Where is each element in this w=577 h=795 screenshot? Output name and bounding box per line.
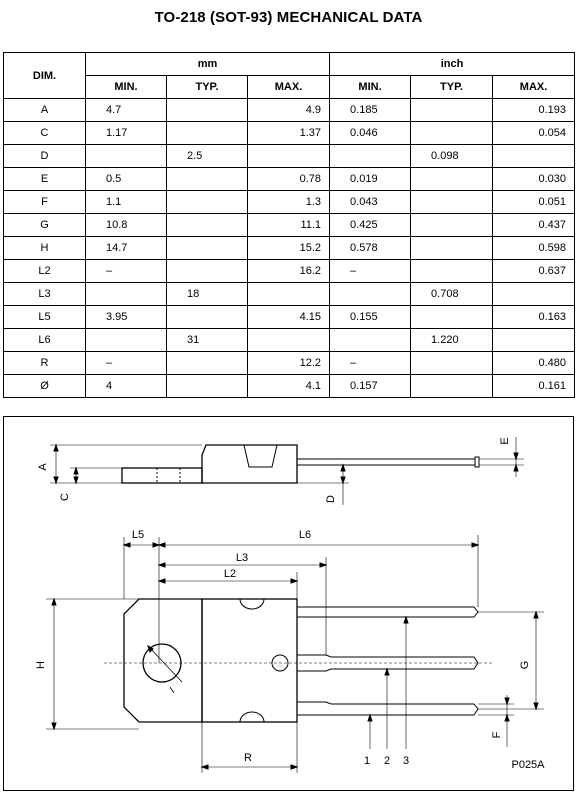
value-cell: 1.1: [86, 191, 167, 214]
value-cell: 0.054: [493, 122, 575, 145]
group-header-inch: inch: [330, 53, 575, 76]
value-cell: 0.046: [330, 122, 411, 145]
value-cell: [411, 122, 493, 145]
label-A: A: [37, 463, 49, 471]
value-cell: 2.5: [167, 145, 248, 168]
value-cell: [330, 283, 411, 306]
value-cell: [493, 283, 575, 306]
value-cell: 14.7: [86, 237, 167, 260]
drawing-svg: [4, 417, 573, 790]
drawing-labels: [35, 437, 545, 771]
dim-cell: Ø: [4, 375, 86, 398]
value-cell: [411, 260, 493, 283]
dim-header: DIM.: [4, 53, 86, 99]
mechanical-data-table: [3, 52, 575, 398]
label-H: H: [35, 661, 47, 669]
label-R: R: [244, 752, 252, 764]
label-L5: L5: [131, 529, 145, 541]
table-row: [4, 168, 575, 191]
value-cell: 0.578: [330, 237, 411, 260]
value-cell: [248, 283, 330, 306]
value-cell: 10.8: [86, 214, 167, 237]
dim-cell: F: [4, 191, 86, 214]
value-cell: 0.185: [330, 99, 411, 122]
value-cell: [411, 352, 493, 375]
value-cell: 0.708: [411, 283, 493, 306]
value-cell: 15.2: [248, 237, 330, 260]
label-L3: L3: [235, 552, 249, 564]
subheader-mm-min: MIN.: [86, 76, 167, 99]
value-cell: 0.437: [493, 214, 575, 237]
dim-cell: E: [4, 168, 86, 191]
label-pin-3: 3: [402, 755, 410, 767]
mechanical-drawing: [3, 416, 574, 791]
label-pin-2: 2: [383, 755, 391, 767]
value-cell: [167, 99, 248, 122]
value-cell: [330, 329, 411, 352]
value-cell: 0.155: [330, 306, 411, 329]
value-cell: 0.78: [248, 168, 330, 191]
dim-cell: D: [4, 145, 86, 168]
value-cell: 0.480: [493, 352, 575, 375]
label-L2: L2: [223, 568, 237, 580]
value-cell: 0.163: [493, 306, 575, 329]
group-header-mm: mm: [86, 53, 330, 76]
value-cell: [167, 122, 248, 145]
value-cell: [411, 237, 493, 260]
value-cell: 4: [86, 375, 167, 398]
table-row: [4, 306, 575, 329]
value-cell: –: [330, 352, 411, 375]
value-cell: [330, 145, 411, 168]
value-cell: [167, 191, 248, 214]
subheader-inch-min: MIN.: [330, 76, 411, 99]
dim-cell: L2: [4, 260, 86, 283]
value-cell: [493, 329, 575, 352]
label-pin-1: 1: [363, 755, 371, 767]
value-cell: 4.7: [86, 99, 167, 122]
table-row: [4, 237, 575, 260]
table-row: [4, 214, 575, 237]
value-cell: 0.425: [330, 214, 411, 237]
value-cell: [167, 375, 248, 398]
value-cell: 18: [167, 283, 248, 306]
value-cell: 4.9: [248, 99, 330, 122]
table-row: [4, 283, 575, 306]
label-D: D: [325, 495, 337, 503]
dim-cell: L6: [4, 329, 86, 352]
value-cell: [86, 283, 167, 306]
value-cell: 0.030: [493, 168, 575, 191]
dim-cell: C: [4, 122, 86, 145]
subheader-inch-max: MAX.: [493, 76, 575, 99]
dim-cell: H: [4, 237, 86, 260]
value-cell: [248, 329, 330, 352]
label-G: G: [519, 660, 531, 670]
value-cell: 1.220: [411, 329, 493, 352]
subheader-inch-typ: TYP.: [411, 76, 493, 99]
dim-cell: L5: [4, 306, 86, 329]
value-cell: 0.043: [330, 191, 411, 214]
drawing-code: P025A: [511, 759, 545, 771]
subheader-row: [4, 76, 575, 99]
value-cell: 1.37: [248, 122, 330, 145]
value-cell: –: [86, 260, 167, 283]
value-cell: [86, 145, 167, 168]
value-cell: [411, 214, 493, 237]
table-body: [4, 99, 575, 398]
table-row: [4, 352, 575, 375]
dim-cell: A: [4, 99, 86, 122]
value-cell: 0.161: [493, 375, 575, 398]
value-cell: [411, 191, 493, 214]
subheader-mm-max: MAX.: [248, 76, 330, 99]
value-cell: 1.3: [248, 191, 330, 214]
value-cell: 3.95: [86, 306, 167, 329]
value-cell: [493, 145, 575, 168]
dim-cell: L3: [4, 283, 86, 306]
label-L6: L6: [298, 529, 312, 541]
front-view: [46, 535, 544, 773]
table-row: [4, 122, 575, 145]
label-E: E: [499, 437, 511, 445]
value-cell: 16.2: [248, 260, 330, 283]
value-cell: [167, 168, 248, 191]
value-cell: –: [86, 352, 167, 375]
table-row: [4, 99, 575, 122]
value-cell: 11.1: [248, 214, 330, 237]
table-row: [4, 260, 575, 283]
value-cell: [167, 352, 248, 375]
value-cell: 0.637: [493, 260, 575, 283]
value-cell: [248, 145, 330, 168]
value-cell: 4.1: [248, 375, 330, 398]
value-cell: 0.193: [493, 99, 575, 122]
table-row: [4, 145, 575, 168]
value-cell: [411, 99, 493, 122]
value-cell: 0.098: [411, 145, 493, 168]
value-cell: [167, 214, 248, 237]
table-row: [4, 191, 575, 214]
value-cell: 0.5: [86, 168, 167, 191]
table-row: [4, 375, 575, 398]
label-F: F: [491, 731, 503, 739]
value-cell: –: [330, 260, 411, 283]
value-cell: 12.2: [248, 352, 330, 375]
page-title: TO-218 (SOT-93) MECHANICAL DATA: [154, 9, 423, 26]
value-cell: [411, 168, 493, 191]
value-cell: 0.157: [330, 375, 411, 398]
value-cell: 0.019: [330, 168, 411, 191]
value-cell: [411, 375, 493, 398]
value-cell: [167, 237, 248, 260]
value-cell: 0.598: [493, 237, 575, 260]
value-cell: 31: [167, 329, 248, 352]
side-view: [50, 437, 524, 505]
value-cell: [411, 306, 493, 329]
subheader-mm-typ: TYP.: [167, 76, 248, 99]
value-cell: 4.15: [248, 306, 330, 329]
value-cell: [167, 260, 248, 283]
dim-cell: G: [4, 214, 86, 237]
label-C: C: [59, 493, 71, 501]
value-cell: [86, 329, 167, 352]
value-cell: 1.17: [86, 122, 167, 145]
value-cell: [167, 306, 248, 329]
table-row: [4, 329, 575, 352]
dim-cell: R: [4, 352, 86, 375]
value-cell: 0.051: [493, 191, 575, 214]
